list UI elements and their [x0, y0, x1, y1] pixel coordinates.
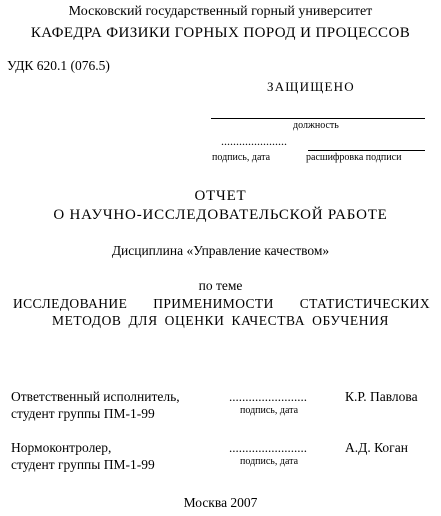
signer-signature-dots: ........................ [229, 440, 307, 455]
report-subtitle: О НАУЧНО-ИССЛЕДОВАТЕЛЬСКОЙ РАБОТЕ [53, 207, 388, 223]
signer-name: А.Д. Коган [345, 440, 408, 455]
position-line [211, 118, 425, 119]
report-title: ОТЧЕТ [194, 188, 247, 204]
approval-signature-dots: ...................... [221, 134, 287, 148]
department-name: КАФЕДРА ФИЗИКИ ГОРНЫХ ПОРОД И ПРОЦЕССОВ [30, 25, 411, 41]
signer-role-line1: Нормоконтролер, [11, 440, 112, 455]
signer-signature-dots: ........................ [229, 389, 307, 404]
approval-signature-date-caption: подпись, дата [212, 152, 271, 163]
discipline: Дисциплина «Управление качеством» [111, 243, 330, 258]
university-name: Московский государственный горный университет [68, 4, 373, 19]
position-caption: должность [293, 120, 339, 131]
signer-role-line2: студент группы ПМ-1-99 [11, 457, 155, 472]
approval-heading: ЗАЩИЩЕНО [267, 79, 355, 94]
udk-code: УДК 620.1 (076.5) [7, 58, 110, 73]
signer-signature-caption: подпись, дата [240, 405, 299, 416]
decoding-line [308, 150, 425, 151]
signer-role-line2: студент группы ПМ-1-99 [11, 406, 155, 421]
topic-line-2: МЕТОДОВ ДЛЯ ОЦЕНКИ КАЧЕСТВА ОБУЧЕНИЯ [51, 313, 390, 328]
signer-name: К.Р. Павлова [345, 389, 418, 404]
on-topic-label: по теме [198, 278, 243, 293]
decoding-caption: расшифровка подписи [306, 152, 402, 163]
signer-role-line1: Ответственный исполнитель, [11, 389, 180, 404]
signer-signature-caption: подпись, дата [240, 456, 299, 467]
city-year: Москва 2007 [183, 495, 258, 510]
topic-line-1: ИССЛЕДОВАНИЕ ПРИМЕНИМОСТИ СТАТИСТИЧЕСКИХ [13, 296, 430, 311]
